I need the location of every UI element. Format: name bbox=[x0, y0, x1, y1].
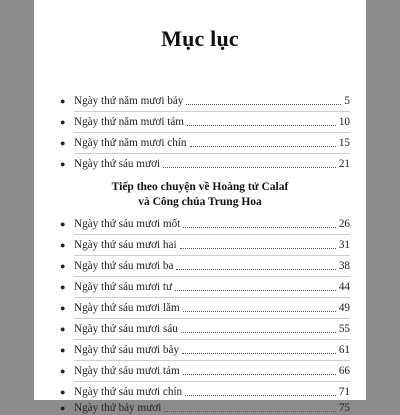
bullet-icon: ● bbox=[60, 96, 66, 106]
divider bbox=[74, 339, 350, 340]
toc-entry[interactable] bbox=[60, 320, 350, 336]
dot-leader bbox=[164, 411, 335, 412]
toc-entry-page: 5 bbox=[344, 95, 350, 107]
bullet-icon: ● bbox=[60, 219, 66, 229]
bullet-icon: ● bbox=[60, 159, 66, 169]
toc-entry-label: Ngày thứ sáu mươi lăm bbox=[74, 302, 180, 314]
dot-leader bbox=[185, 395, 336, 396]
dot-leader bbox=[182, 353, 336, 354]
toc-entry-label: Ngày thứ năm mươi bảy bbox=[74, 95, 184, 107]
page-title: Mục lục bbox=[161, 26, 239, 51]
bullet-icon: ● bbox=[60, 303, 66, 313]
toc-entry-page: 15 bbox=[338, 137, 350, 149]
bullet-icon: ● bbox=[60, 403, 66, 413]
toc-entry[interactable] bbox=[60, 383, 350, 399]
toc-entry-page: 55 bbox=[338, 323, 350, 335]
toc-entry-page: 21 bbox=[338, 158, 350, 170]
divider bbox=[74, 255, 350, 256]
divider bbox=[74, 381, 350, 382]
toc-entry-page: 71 bbox=[338, 386, 350, 398]
toc-entry-label: Ngày thứ năm mươi chín bbox=[74, 137, 187, 149]
toc-entry-page: 26 bbox=[338, 218, 350, 230]
toc-entry[interactable] bbox=[60, 399, 350, 415]
dot-leader bbox=[175, 290, 336, 291]
section-heading-line2: và Công chúa Trung Hoa bbox=[138, 196, 262, 208]
toc-entry-label: Ngày thứ sáu mươi mốt bbox=[74, 218, 181, 230]
toc-entry[interactable] bbox=[60, 113, 350, 129]
toc-entry[interactable] bbox=[60, 341, 350, 357]
toc-entry[interactable] bbox=[60, 155, 350, 171]
toc-entry-label: Ngày thứ bảy mươi bbox=[74, 402, 162, 414]
toc-entry[interactable] bbox=[60, 278, 350, 294]
toc-entry-label: Ngày thứ sáu mươi bbox=[74, 158, 161, 170]
toc-entry-page: 44 bbox=[338, 281, 350, 293]
toc-entry-page: 75 bbox=[338, 402, 350, 414]
bullet-icon: ● bbox=[60, 324, 66, 334]
toc-list bbox=[34, 0, 366, 414]
toc-entry[interactable] bbox=[60, 236, 350, 252]
toc-entry-page: 38 bbox=[338, 260, 350, 272]
divider bbox=[74, 234, 350, 235]
section-heading bbox=[34, 180, 366, 210]
dot-leader bbox=[180, 248, 336, 249]
section-heading-line1: Tiếp theo chuyện về Hoàng tử Calaf bbox=[111, 181, 289, 193]
divider bbox=[74, 276, 350, 277]
bullet-icon: ● bbox=[60, 117, 66, 127]
dot-leader bbox=[187, 125, 336, 126]
divider bbox=[74, 360, 350, 361]
bullet-icon: ● bbox=[60, 138, 66, 148]
bullet-icon: ● bbox=[60, 366, 66, 376]
toc-entry-label: Ngày thứ sáu mươi bảy bbox=[74, 344, 180, 356]
toc-entry[interactable] bbox=[60, 215, 350, 231]
toc-entry-label: Ngày thứ năm mươi tám bbox=[74, 116, 185, 128]
divider bbox=[74, 153, 350, 154]
toc-entry[interactable] bbox=[60, 362, 350, 378]
dot-leader bbox=[183, 227, 336, 228]
toc-entry-page: 49 bbox=[338, 302, 350, 314]
toc-entry-page: 31 bbox=[338, 239, 350, 251]
toc-entry-label: Ngày thứ sáu mươi tư bbox=[74, 281, 173, 293]
dot-leader bbox=[183, 374, 336, 375]
bullet-icon: ● bbox=[60, 240, 66, 250]
toc-entry-label: Ngày thứ sáu mươi sáu bbox=[74, 323, 178, 335]
toc-entry-label: Ngày thứ sáu mươi tám bbox=[74, 365, 180, 377]
divider bbox=[74, 318, 350, 319]
toc-entry[interactable] bbox=[60, 134, 350, 150]
toc-entry[interactable] bbox=[60, 299, 350, 315]
dot-leader bbox=[190, 146, 336, 147]
book-page bbox=[34, 0, 366, 414]
divider bbox=[74, 297, 350, 298]
bullet-icon: ● bbox=[60, 345, 66, 355]
toc-entry-page: 10 bbox=[338, 116, 350, 128]
bullet-icon: ● bbox=[60, 282, 66, 292]
dot-leader bbox=[176, 269, 335, 270]
toc-entry[interactable] bbox=[60, 92, 350, 108]
toc-entry[interactable] bbox=[60, 257, 350, 273]
dot-leader bbox=[183, 311, 336, 312]
dot-leader bbox=[181, 332, 336, 333]
bullet-icon: ● bbox=[60, 387, 66, 397]
toc-entry-label: Ngày thứ sáu mươi chín bbox=[74, 386, 183, 398]
toc-entry-page: 66 bbox=[338, 365, 350, 377]
toc-entry-page: 61 bbox=[338, 344, 350, 356]
dot-leader bbox=[163, 167, 336, 168]
bullet-icon: ● bbox=[60, 261, 66, 271]
toc-entry-label: Ngày thứ sáu mươi hai bbox=[74, 239, 177, 251]
dot-leader bbox=[186, 104, 341, 105]
toc-entry-label: Ngày thứ sáu mươi ba bbox=[74, 260, 174, 272]
divider bbox=[74, 132, 350, 133]
divider bbox=[74, 111, 350, 112]
